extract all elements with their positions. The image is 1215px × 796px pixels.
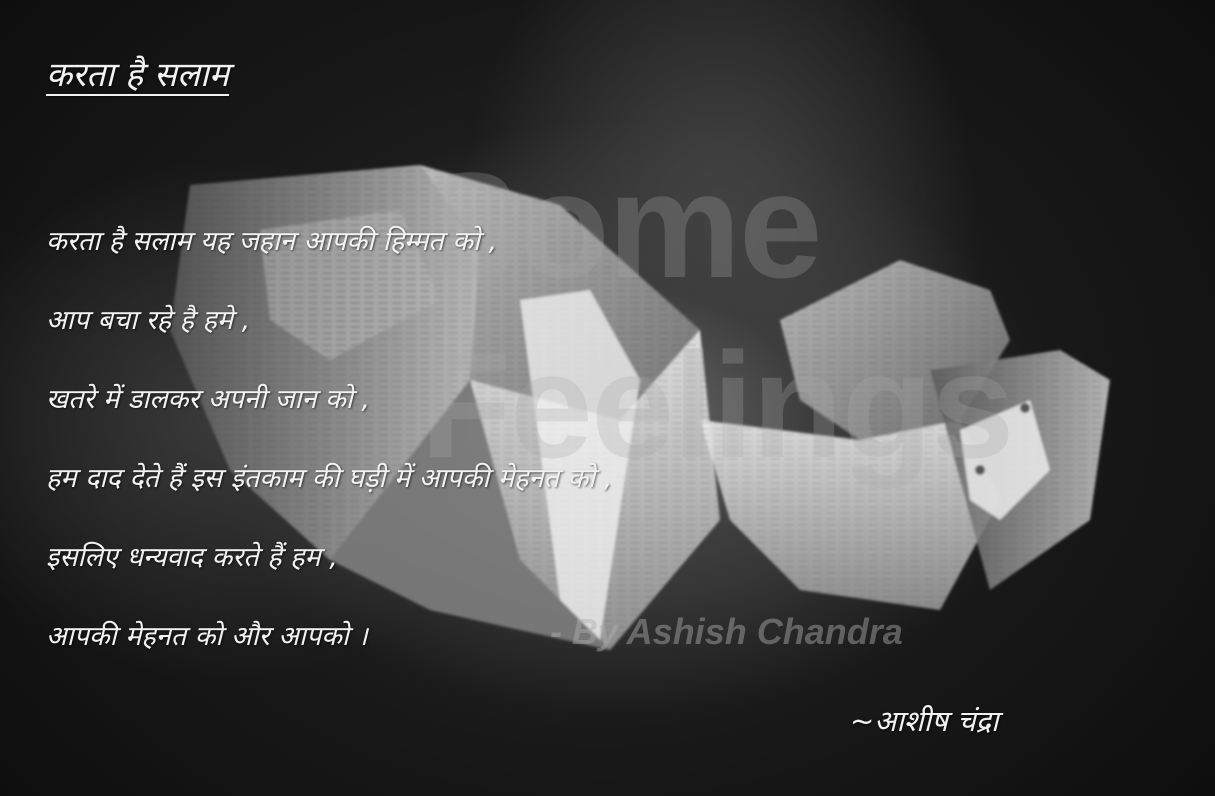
- poem-line-6: आपकी मेहनत को और आपको ।: [46, 621, 368, 652]
- poem-line-5: इसलिए धन्यवाद करते हैं हम ,: [46, 542, 338, 573]
- poem-line-2: आप बचा रहे है हमे ,: [46, 305, 251, 336]
- watermark-credit: - By Ashish Chandra: [550, 611, 903, 652]
- poem-line-3: खतरे में डालकर अपनी जान को ,: [46, 384, 370, 415]
- watermark-feelings: Feelings: [420, 321, 1013, 489]
- poem-line-4: हम दाद देते हैं इस इंतकाम की घड़ी में आपकी मेहनत को ,: [46, 463, 613, 494]
- poem-line-1: करता है सलाम यह जहान आपकी हिम्मत को ,: [46, 226, 498, 257]
- watermark-some: Some: [420, 141, 821, 309]
- poem-body: [46, 223, 612, 697]
- poem-author-signature: ~आशीष चंद्रा: [850, 704, 999, 738]
- poem-title: करता है सलाम: [46, 55, 230, 95]
